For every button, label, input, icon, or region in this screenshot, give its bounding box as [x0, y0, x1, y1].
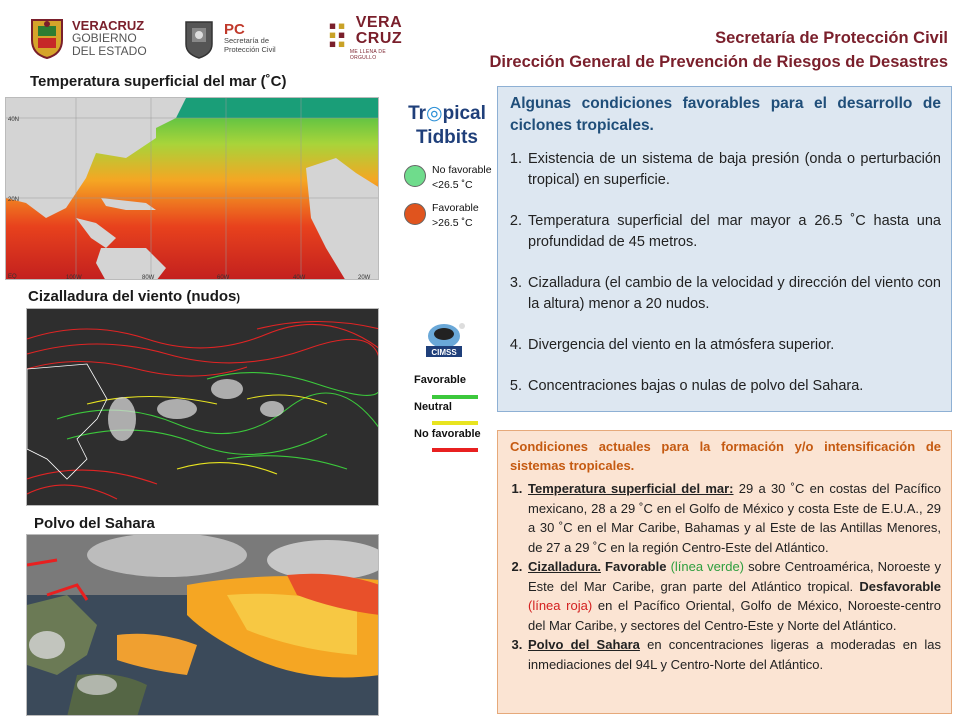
- sst-condition-text: 29 a 30 ˚C en costas del Pacífico mexicano, 28 a 29 ˚C en el Golfo de México y costa Este de E.U.A., 29 a 30 ˚C en el Mar Caribe, Bahamas y al Este de las Antillas Menores, de 27 a 29 ˚C en la región Centro-Este del Atlántico.: [528, 481, 941, 555]
- shear-map: [26, 308, 379, 506]
- dust-label: Polvo del Sahara: [34, 515, 155, 532]
- shear-unfavorable-word: Desfavorable: [859, 578, 941, 594]
- shear-label-close: ): [236, 292, 241, 304]
- hurricane-icon: ◎: [426, 103, 443, 124]
- proteccion-civil-logo: [182, 12, 312, 64]
- logo-line-2: GOBIERNO: [72, 31, 137, 46]
- list-item: [526, 479, 941, 557]
- favorable-label: Favorable: [432, 202, 479, 214]
- dust-condition-text: en concentraciones ligeras a moderadas en las inmediaciones del 94L y Centro-Norte del Atlántico.: [528, 637, 941, 672]
- wind-favorable-line: [432, 395, 478, 399]
- vc-tagline: ME LLENA DE ORGULLO: [349, 48, 386, 61]
- no-favorable-swatch: [404, 165, 426, 187]
- state-shield-icon: [30, 16, 64, 60]
- sst-axis-100w: 100W: [66, 275, 82, 280]
- logo-line-1: VERACRUZ: [72, 17, 145, 33]
- cimss-text: CIMSS: [431, 348, 457, 357]
- dust-condition-head: Polvo del Sahara: [528, 637, 640, 652]
- header-title-2: Dirección General de Prevención de Riesgos de Desastres: [489, 53, 948, 71]
- pc-logo-sub-2: Protección Civil: [224, 44, 276, 54]
- favorable-conditions-list: [510, 149, 941, 397]
- dust-map-graphic: [27, 535, 379, 716]
- shear-favorable-word: Favorable: [600, 559, 671, 574]
- shear-label: [28, 288, 240, 305]
- veracruz-orgullo-logo: [328, 12, 408, 64]
- list-item: 2. Temperatura superficial del mar mayor a 26.5 ˚C hasta una profundidad de 45 metros.: [526, 211, 941, 253]
- current-conditions-title: Condiciones actuales para la formación y/o intensificación de sistemas tropicales.: [510, 439, 941, 473]
- logo-line-3: DEL ESTADO: [72, 43, 147, 58]
- sst-axis-eq: EQ: [8, 274, 17, 280]
- shear-label-text: Cizalladura del viento (nudos: [28, 288, 237, 305]
- tidbits-part-2: pical: [442, 103, 486, 124]
- shear-red-line-note: (línea roja): [528, 598, 593, 613]
- shear-map-graphic: [27, 309, 379, 506]
- vc-title-2: CRUZ: [355, 29, 403, 47]
- tropical-tidbits-logo: [402, 102, 492, 150]
- vc-title-1: VERA: [355, 14, 403, 32]
- sst-condition-head: Temperatura superficial del mar:: [528, 481, 734, 496]
- sst-label: Temperatura superficial del mar (˚C): [30, 73, 287, 90]
- sst-axis-40w: 40W: [293, 275, 306, 280]
- current-conditions-box: [497, 430, 952, 714]
- pc-logo-title: PC: [224, 21, 245, 39]
- shear-condition-head: Cizalladura.: [528, 559, 601, 574]
- veracruz-gobierno-logo: [30, 12, 170, 64]
- header-title-1: Secretaría de Protección Civil: [715, 29, 948, 47]
- sst-axis-40n: 40N: [8, 117, 20, 123]
- sst-map: [5, 97, 379, 280]
- list-item: 3. Cizalladura (el cambio de la velocidad y dirección del viento con la altura) menor a 20 nudos.: [526, 273, 941, 315]
- no-favorable-value: <26.5 ˚C: [432, 179, 473, 191]
- wind-legend-favorable: Favorable: [414, 374, 466, 386]
- tidbits-part-3: Tidbits: [416, 127, 478, 148]
- header-titles: [489, 26, 948, 74]
- favorable-conditions-box: [497, 86, 952, 412]
- pc-logo-sub-1: Secretaría de: [224, 36, 270, 46]
- dust-map: [26, 534, 379, 716]
- list-item: [526, 557, 941, 635]
- favorable-value: >26.5 ˚C: [432, 217, 473, 229]
- list-item: 1. Existencia de un sistema de baja presión (onda o perturbación tropical) en superficie.: [526, 149, 941, 191]
- sst-axis-20n: 20N: [8, 197, 20, 203]
- list-item: 5. Concentraciones bajas o nulas de polvo del Sahara.: [526, 376, 941, 397]
- wind-legend-no-favorable: No favorable: [414, 428, 481, 440]
- sst-legend-favorable: [404, 201, 479, 231]
- sst-map-graphic: [6, 98, 379, 280]
- tidbits-part-1: Tr: [408, 103, 427, 124]
- list-item: [526, 635, 941, 674]
- sst-axis-60w: 60W: [217, 275, 230, 280]
- wind-legend-neutral: Neutral: [414, 401, 452, 413]
- wind-no-favorable-line: [432, 448, 478, 452]
- favorable-conditions-title: Algunas condiciones favorables para el desarrollo de ciclones tropicales.: [510, 95, 941, 134]
- list-item: 4. Divergencia del viento en la atmósfera superior.: [526, 335, 941, 356]
- shear-unfavorable-text: en el Pacífico Oriental, Golfo de México, Noroeste-centro del Mar Caribe, y sectores del Centro-Este y Norte del Atlántico.: [528, 598, 941, 633]
- wind-neutral-line: [432, 421, 478, 425]
- current-conditions-list: [510, 479, 941, 674]
- pc-shield-icon: [182, 16, 216, 60]
- sst-axis-80w: 80W: [142, 275, 155, 280]
- cimss-logo: [422, 320, 470, 360]
- no-favorable-label: No favorable: [432, 164, 492, 176]
- veracruz-pattern-icon: [328, 18, 348, 58]
- shear-green-line-note: (línea verde): [670, 559, 745, 574]
- shear-favorable-text: sobre Centroamérica, Noroeste y Este del Mar Caribe, gran parte del Atlántico tropical.: [528, 559, 941, 594]
- sst-axis-20w: 20W: [358, 275, 371, 280]
- sst-legend-no-favorable: [404, 163, 492, 193]
- favorable-swatch: [404, 203, 426, 225]
